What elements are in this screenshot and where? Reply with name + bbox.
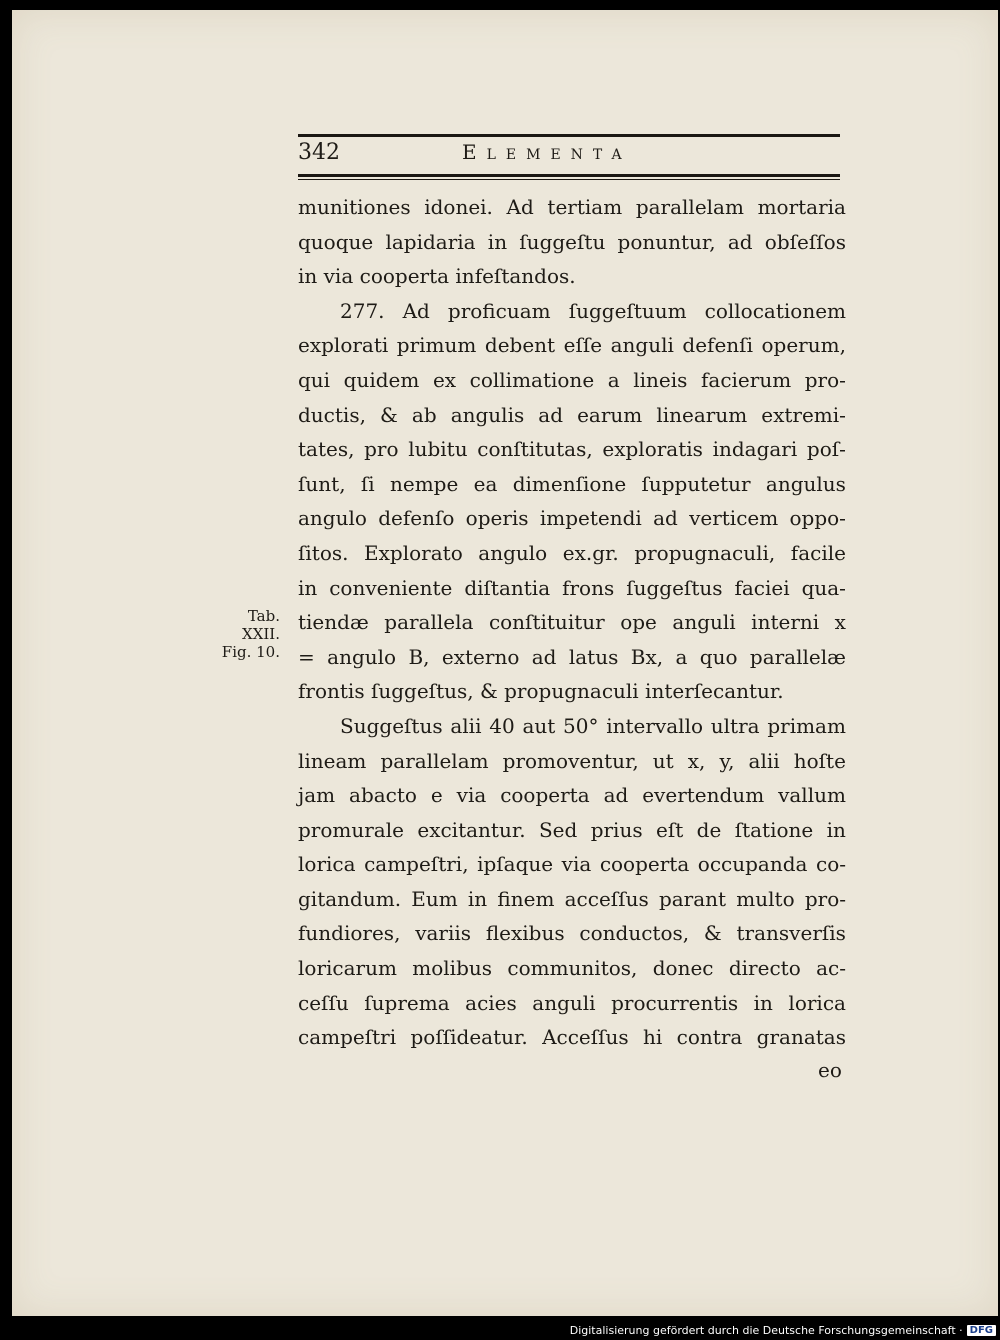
text-line: qui quidem ex collimatione a lineis facierum pro- xyxy=(298,367,846,392)
text-line: ceſſu ſuprema acies anguli procurrentis in lorica xyxy=(298,990,846,1015)
text-line: promurale excitantur. Sed prius eſt de ſtatione in xyxy=(298,817,846,842)
text-line: ſitos. Explorato angulo ex.gr. propugnaculi, facile xyxy=(298,540,846,565)
margin-note-plate: XXII. xyxy=(242,625,280,643)
text-line: 277. Ad proficuam ſuggeſtuum collocationem xyxy=(340,298,846,323)
text-line: ductis, & ab angulis ad earum linearum extremi- xyxy=(298,402,846,427)
text-line: Suggeſtus alii 40 aut 50° intervallo ultra primam xyxy=(340,713,846,738)
text-line: explorati primum debent eſſe anguli defenſi operum, xyxy=(298,333,846,358)
text-line: quoque lapidaria in ſuggeſtu ponuntur, ad obſeſſos xyxy=(298,229,846,254)
text-line: ſunt, ſi nempe ea dimenſione ſupputetur angulus xyxy=(298,471,846,496)
text-line: in via cooperta infeſtandos. xyxy=(298,264,576,289)
text-line: lineam parallelam promoventur, ut x, y, alii hoſte xyxy=(298,748,846,773)
text-line: in conveniente diſtantia frons ſuggeſtus faciei qua- xyxy=(298,575,846,600)
footer xyxy=(570,1324,996,1337)
text-line: lorica campeſtri, ipſaque via cooperta occupanda co- xyxy=(298,852,846,877)
catchword: eo xyxy=(818,1058,842,1082)
text-line: angulo defenſo operis impetendi ad verticem oppo- xyxy=(298,506,846,531)
text-line: fundiores, variis flexibus conductos, & transverſis xyxy=(298,921,846,946)
header-rule-bottom xyxy=(298,174,840,177)
margin-note-tab: Tab. xyxy=(247,607,280,625)
header-rule-bottom-thin xyxy=(298,179,840,180)
text-line: loricarum molibus communitos, donec directo ac- xyxy=(298,956,846,981)
page-number: 342 xyxy=(298,140,340,165)
text-line: campeſtri poſſideatur. Acceſſus hi contra granatas xyxy=(298,1025,846,1050)
header-rule-top xyxy=(298,134,840,137)
text-line: munitiones idonei. Ad tertiam parallelam mortaria xyxy=(298,195,846,219)
text-line: tates, pro lubitu conſtitutas, exploratis indagari poſ- xyxy=(298,437,846,462)
margin-note xyxy=(218,607,280,661)
dfg-logo: DFG xyxy=(967,1325,996,1336)
text-line: frontis ſuggeſtus, & propugnaculi interſecantur. xyxy=(298,679,784,704)
footer-text: Digitalisierung gefördert durch die Deutsche Forschungsgemeinschaft · xyxy=(569,1324,963,1337)
text-line: tiendæ parallela conſtituitur ope anguli interni x xyxy=(298,610,846,635)
text-line: gitandum. Eum in finem acceſſus parant multo pro- xyxy=(298,886,846,911)
margin-note-figure: Fig. 10. xyxy=(221,643,280,661)
text-line: jam abacto e via cooperta ad evertendum vallum xyxy=(298,783,846,808)
running-head: Elementa xyxy=(462,140,632,164)
text-line: = angulo B, externo ad latus Bx, a quo parallelæ xyxy=(298,644,846,669)
body-text xyxy=(298,190,846,1055)
